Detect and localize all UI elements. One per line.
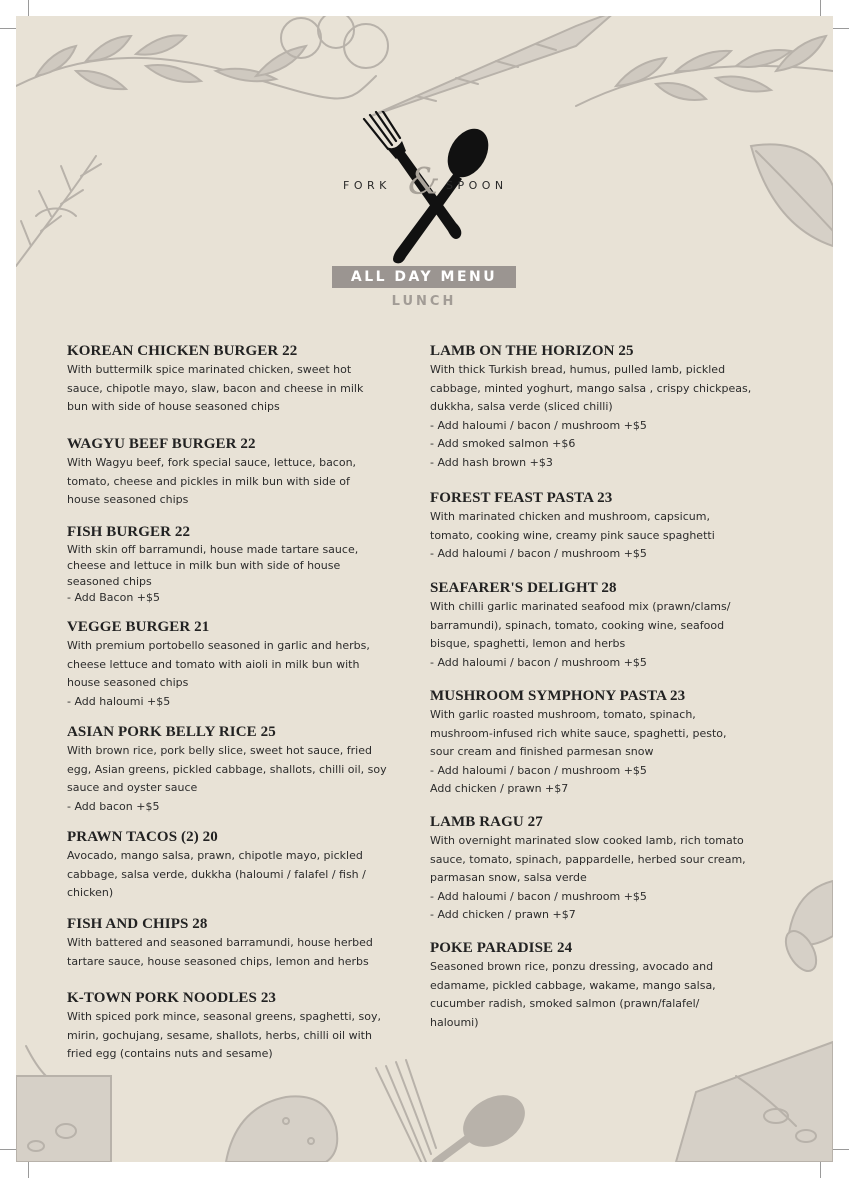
- item-line: sauce and oyster sauce: [67, 781, 198, 794]
- crop-mark: [833, 1149, 849, 1150]
- item-line: tartare sauce, house seasoned chips, lemon and herbs: [67, 954, 369, 968]
- item-line: With premium portobello seasoned in garlic and herbs,: [67, 639, 370, 652]
- menu-item: [67, 523, 411, 606]
- item-line: With garlic roasted mushroom, tomato, spinach,: [430, 708, 696, 721]
- item-line: cucumber radish, smoked salmon (prawn/falafel/: [430, 997, 700, 1010]
- crop-mark: [0, 1149, 16, 1150]
- menu-item: [430, 939, 774, 1032]
- item-line: With overnight marinated slow cooked lamb, rich tomato: [430, 834, 744, 847]
- menu-banner: ALL DAY MENU: [332, 266, 516, 288]
- item-line: - Add haloumi / bacon / mushroom +$5: [430, 763, 647, 777]
- item-line: With battered and seasoned barramundi, house herbed: [67, 936, 373, 949]
- menu-item: [67, 342, 411, 417]
- item-description: [430, 361, 774, 472]
- item-description: [67, 742, 411, 816]
- item-line: mirin, gochujang, sesame, shallots, herbs, chilli oil with: [67, 1028, 372, 1042]
- item-line: chicken): [67, 886, 114, 899]
- item-title: KOREAN CHICKEN BURGER 22: [67, 343, 298, 359]
- menu-item: [430, 813, 774, 925]
- item-line: - Add bacon +$5: [67, 799, 160, 813]
- item-line: house seasoned chips: [67, 493, 189, 506]
- item-line: cabbage, salsa verde, dukkha (haloumi / falafel / fish /: [67, 867, 366, 881]
- menu-item: [67, 723, 411, 816]
- item-line: Avocado, mango salsa, prawn, chipotle mayo, pickled: [67, 849, 363, 862]
- item-line: - Add haloumi / bacon / mushroom +$5: [430, 655, 647, 669]
- crop-mark: [28, 1162, 29, 1178]
- menu-item: [67, 989, 411, 1064]
- item-title: FISH BURGER 22: [67, 524, 191, 540]
- item-description: [430, 832, 774, 925]
- item-line: bun with side of house seasoned chips: [67, 400, 280, 413]
- item-line: Add chicken / prawn +$7: [430, 782, 569, 795]
- menu-item: [430, 342, 774, 472]
- item-line: With chilli garlic marinated seafood mix (prawn/clams/: [430, 600, 731, 613]
- item-line: With skin off barramundi, house made tartare sauce,: [67, 543, 359, 556]
- menu-item: [67, 828, 411, 903]
- item-line: mushroom-infused rich white sauce, spaghetti, pesto,: [430, 726, 727, 740]
- item-description: [430, 508, 774, 564]
- item-line: barramundi), spinach, tomato, cooking wine, seafood: [430, 618, 725, 632]
- menu-item: [67, 618, 411, 711]
- item-line: cheese and lettuce in milk bun with side of house: [67, 559, 341, 572]
- item-description: [67, 847, 411, 903]
- item-description: [430, 958, 774, 1032]
- item-line: dukkha, salsa verde (sliced chilli): [430, 400, 613, 413]
- item-line: tomato, cheese and pickles in milk bun with side of: [67, 474, 350, 488]
- item-line: edamame, pickled cabbage, wakame, mango salsa,: [430, 978, 716, 992]
- item-title: FISH AND CHIPS 28: [67, 916, 208, 932]
- menu-page: [16, 16, 833, 1162]
- item-line: cheese lettuce and tomato with aioli in milk bun with: [67, 657, 360, 671]
- item-line: With buttermilk spice marinated chicken, sweet hot: [67, 363, 352, 376]
- item-title: POKE PARADISE 24: [430, 940, 573, 956]
- item-line: sauce, tomato, spinach, pappardelle, herbed sour cream,: [430, 852, 746, 866]
- item-line: - Add haloumi / bacon / mushroom +$5: [430, 547, 647, 560]
- item-description: [430, 706, 774, 799]
- item-line: parmasan snow, salsa verde: [430, 871, 587, 884]
- item-description: [430, 598, 774, 672]
- item-title: VEGGE BURGER 21: [67, 619, 210, 635]
- item-line: With brown rice, pork belly slice, sweet hot sauce, fried: [67, 744, 372, 757]
- crop-mark: [28, 0, 29, 16]
- item-line: house seasoned chips: [67, 676, 189, 689]
- crop-mark: [820, 1162, 821, 1178]
- item-description: [67, 1008, 411, 1064]
- item-line: bisque, spaghetti, lemon and herbs: [430, 637, 626, 650]
- brand-name-left: FORK: [343, 179, 391, 192]
- item-description: [67, 934, 411, 971]
- crop-mark: [0, 28, 16, 29]
- item-line: tomato, cooking wine, creamy pink sauce spaghetti: [430, 528, 715, 542]
- item-title: K-TOWN PORK NOODLES 23: [67, 990, 277, 1006]
- menu-item: [67, 435, 411, 510]
- item-line: haloumi): [430, 1015, 479, 1029]
- item-title: MUSHROOM SYMPHONY PASTA 23: [430, 688, 686, 704]
- menu-item: [67, 915, 411, 971]
- item-line: fried egg (contains nuts and sesame): [67, 1047, 273, 1060]
- item-title: ASIAN PORK BELLY RICE 25: [67, 724, 276, 740]
- item-title: PRAWN TACOS (2) 20: [67, 829, 218, 845]
- crop-mark: [820, 0, 821, 16]
- item-line: With Wagyu beef, fork special sauce, lettuce, bacon,: [67, 456, 357, 469]
- item-line: cabbage, minted yoghurt, mango salsa , crispy chickpeas,: [430, 381, 752, 395]
- item-line: seasoned chips: [67, 575, 152, 588]
- logo-ampersand: &: [408, 162, 441, 203]
- item-title: LAMB ON THE HORIZON 25: [430, 343, 634, 359]
- item-description: [67, 637, 411, 711]
- item-title: SEAFARER'S DELIGHT 28: [430, 580, 617, 596]
- item-line: - Add haloumi / bacon / mushroom +$5: [430, 889, 647, 903]
- item-title: WAGYU BEEF BURGER 22: [67, 436, 256, 452]
- item-line: With marinated chicken and mushroom, capsicum,: [430, 510, 710, 523]
- item-title: LAMB RAGU 27: [430, 814, 543, 830]
- item-line: - Add Bacon +$5: [67, 591, 161, 604]
- item-line: With spiced pork mince, seasonal greens, spaghetti, soy,: [67, 1010, 381, 1023]
- crop-mark: [833, 28, 849, 29]
- item-title: FOREST FEAST PASTA 23: [430, 490, 613, 506]
- item-line: egg, Asian greens, pickled cabbage, shallots, chilli oil, soy: [67, 762, 387, 776]
- menu-item: [430, 489, 774, 564]
- item-line: - Add hash brown +$3: [430, 455, 553, 469]
- item-line: With thick Turkish bread, humus, pulled lamb, pickled: [430, 363, 726, 376]
- item-description: [67, 361, 411, 417]
- menu-subtitle: LUNCH: [391, 294, 457, 309]
- menu-item: [430, 687, 774, 799]
- brand-name-right: SPOON: [446, 179, 508, 192]
- item-line: sauce, chipotle mayo, slaw, bacon and cheese in milk: [67, 381, 364, 395]
- item-line: - Add haloumi +$5: [67, 694, 171, 708]
- item-line: sour cream and finished parmesan snow: [430, 745, 654, 758]
- menu-item: [430, 579, 774, 672]
- item-line: - Add smoked salmon +$6: [430, 437, 576, 450]
- item-description: [67, 542, 411, 606]
- item-line: - Add haloumi / bacon / mushroom +$5: [430, 418, 647, 432]
- item-line: - Add chicken / prawn +$7: [430, 908, 576, 921]
- item-line: Seasoned brown rice, ponzu dressing, avocado and: [430, 960, 714, 973]
- item-description: [67, 454, 411, 510]
